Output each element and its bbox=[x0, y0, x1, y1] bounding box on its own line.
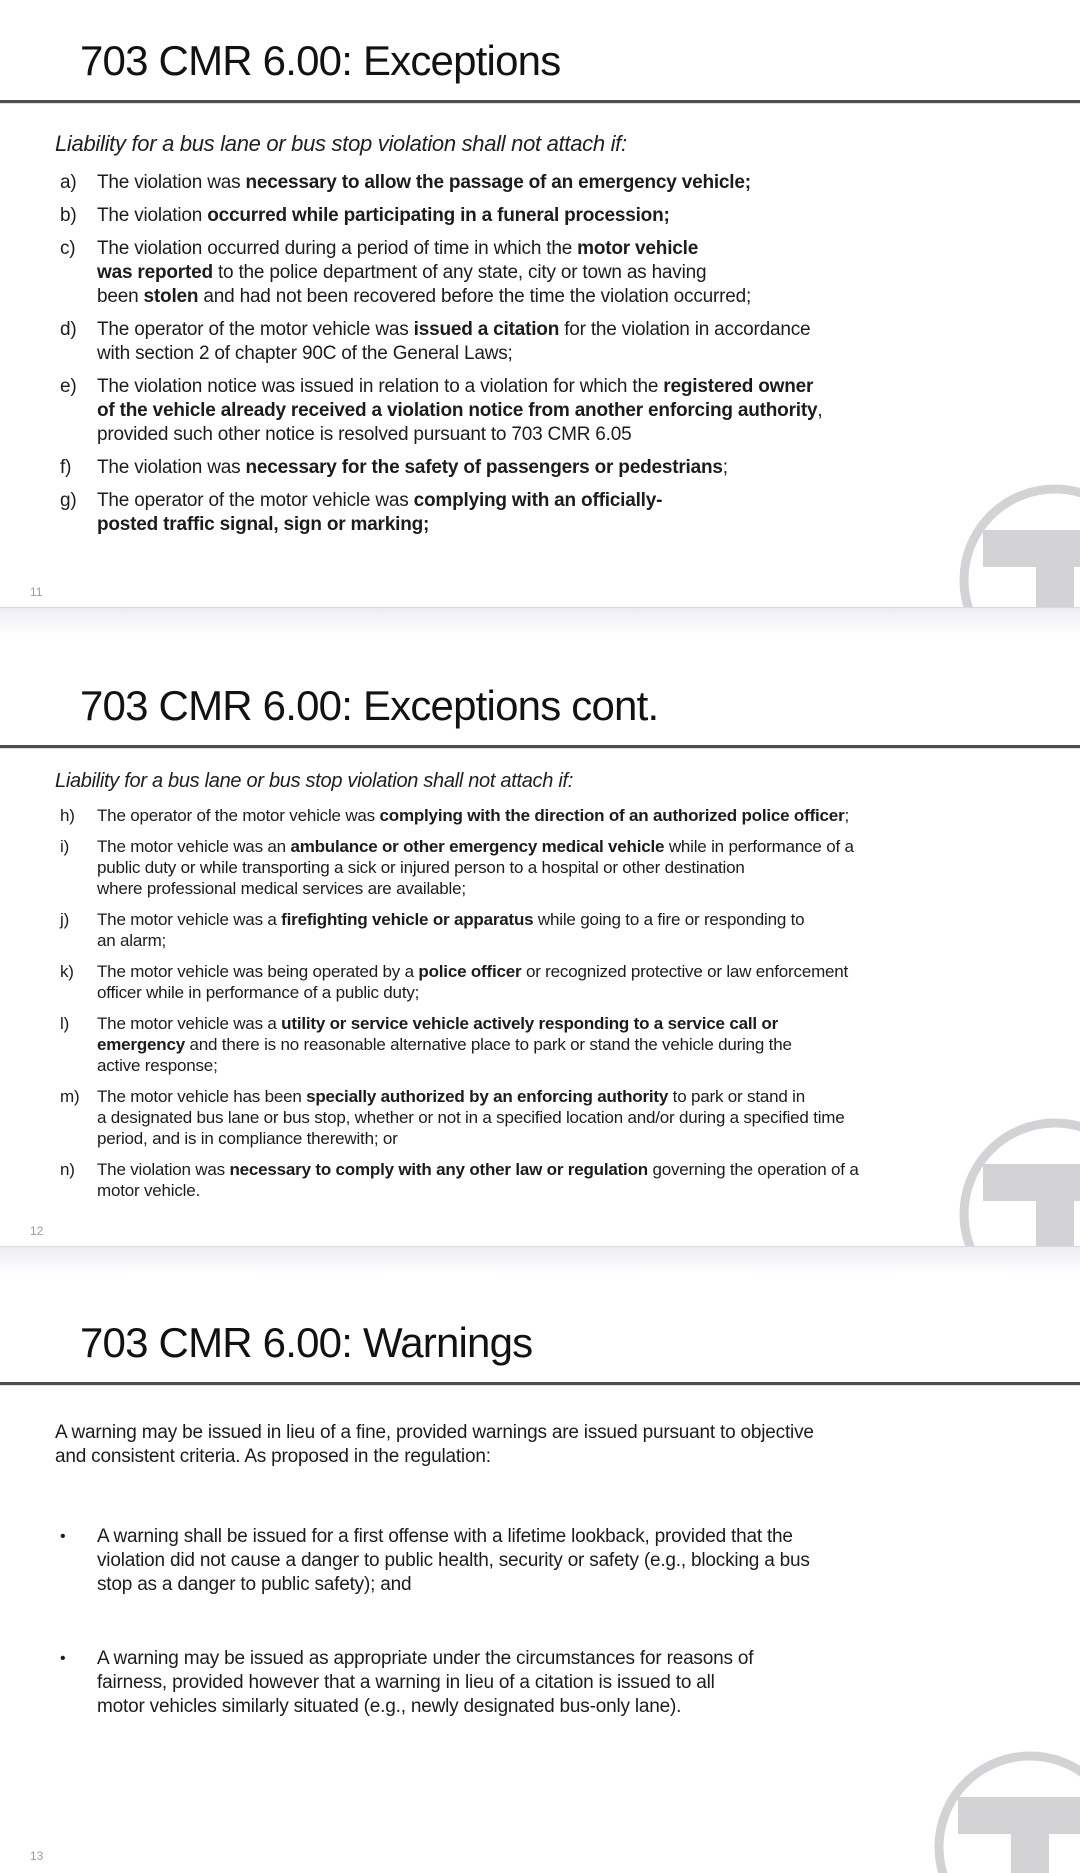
lead-sentence: Liability for a bus lane or bus stop violation shall not attach if: bbox=[55, 770, 573, 793]
bullet-marker: • bbox=[60, 1528, 66, 1546]
item-letter: c) bbox=[60, 238, 76, 260]
slide-exceptions bbox=[0, 0, 1080, 607]
title-underline-rule bbox=[0, 1382, 1080, 1385]
item-letter: j) bbox=[60, 910, 70, 930]
item-text: The operator of the motor vehicle was complying with the direction of an authorized police officer; bbox=[97, 806, 850, 826]
item-text: The motor vehicle was a utility or service vehicle actively responding to a service call or emergency and there is no reasonable alternative place to park or stand the vehicle during the active response; bbox=[97, 1014, 792, 1076]
list-item bbox=[60, 1013, 1080, 1076]
slide-warnings bbox=[0, 1272, 1080, 1873]
item-text: The violation notice was issued in relation to a violation for which the registered owner of the vehicle already received a violation notice from another enforcing authority, provided such other notice is resolved pursuant to 703 CMR 6.05 bbox=[97, 376, 823, 446]
bullet-text: A warning shall be issued for a first offense with a lifetime lookback, provided that the violation did not cause a danger to public health, security or safety (e.g., blocking a bus stop as a danger to public safety); and bbox=[97, 1526, 810, 1596]
list-item bbox=[60, 1159, 1080, 1201]
list-item bbox=[60, 375, 1080, 447]
bullet-text: A warning may be issued as appropriate under the circumstances for reasons of fairness, provided however that a warning in lieu of a citation is issued to all motor vehicles similarly situated (e.g., newly designated bus-only lane). bbox=[97, 1648, 754, 1718]
list-item bbox=[60, 456, 1080, 480]
item-letter: f) bbox=[60, 457, 72, 479]
lead-sentence: Liability for a bus lane or bus stop violation shall not attach if: bbox=[55, 131, 627, 157]
item-text: The operator of the motor vehicle was complying with an officially- posted traffic signal, sign or marking; bbox=[97, 490, 663, 536]
slide-exceptions-cont bbox=[0, 633, 1080, 1246]
item-text: The violation was necessary for the safety of passengers or pedestrians; bbox=[97, 457, 728, 479]
item-letter: h) bbox=[60, 806, 75, 826]
item-letter: g) bbox=[60, 490, 77, 512]
item-letter: a) bbox=[60, 172, 77, 194]
item-letter: m) bbox=[60, 1087, 80, 1107]
title-underline-rule bbox=[0, 745, 1080, 748]
intro-paragraph: A warning may be issued in lieu of a fine, provided warnings are issued pursuant to objective and consistent criteria. As proposed in the regulation: bbox=[55, 1422, 814, 1468]
list-item bbox=[60, 171, 1080, 195]
item-text: The violation was necessary to allow the passage of an emergency vehicle; bbox=[97, 172, 751, 194]
bullet-item bbox=[60, 1647, 1080, 1719]
list-item bbox=[60, 318, 1080, 366]
list-item bbox=[60, 961, 1080, 1003]
slide-gap-divider bbox=[0, 1246, 1080, 1272]
list-item bbox=[60, 1086, 1080, 1149]
item-text: The violation occurred during a period of time in which the motor vehicle was reported to the police department of any state, city or town as having been stolen and had not been recovered before the time the violation occurred; bbox=[97, 238, 752, 308]
list-item bbox=[60, 237, 1080, 309]
bullet-item bbox=[60, 1525, 1080, 1597]
slide-title: 703 CMR 6.00: Exceptions cont. bbox=[80, 682, 659, 729]
item-text: The violation was necessary to comply with any other law or regulation governing the operation of a motor vehicle. bbox=[97, 1160, 859, 1201]
list-item bbox=[60, 836, 1080, 899]
item-text: The motor vehicle was being operated by a police officer or recognized protective or law enforcement officer while in performance of a public duty; bbox=[97, 962, 849, 1003]
item-text: The motor vehicle has been specially authorized by an enforcing authority to park or stand in a designated bus lane or bus stop, whether or not in a specified location and/or during a specified time period, and is in compliance therewith; or bbox=[97, 1087, 845, 1149]
item-letter: e) bbox=[60, 376, 77, 398]
page-number: 12 bbox=[30, 1224, 44, 1238]
item-letter: n) bbox=[60, 1160, 75, 1180]
list-item bbox=[60, 909, 1080, 951]
bullet-list bbox=[0, 1525, 1080, 1719]
page-number: 11 bbox=[30, 585, 43, 599]
slide-title: 703 CMR 6.00: Exceptions bbox=[80, 37, 561, 84]
item-letter: k) bbox=[60, 962, 74, 982]
item-text: The violation occurred while participating in a funeral procession; bbox=[97, 205, 670, 227]
list-item bbox=[60, 204, 1080, 228]
item-letter: i) bbox=[60, 837, 70, 857]
item-letter: d) bbox=[60, 319, 77, 341]
lettered-list bbox=[0, 805, 1080, 1201]
title-underline-rule bbox=[0, 100, 1080, 103]
item-letter: b) bbox=[60, 205, 77, 227]
item-text: The operator of the motor vehicle was issued a citation for the violation in accordance with section 2 of chapter 90C of the General Laws; bbox=[97, 319, 811, 365]
item-letter: l) bbox=[60, 1014, 70, 1034]
bullet-marker: • bbox=[60, 1650, 66, 1668]
list-item bbox=[60, 489, 1080, 537]
item-text: The motor vehicle was an ambulance or other emergency medical vehicle while in performance of a public duty or while transporting a sick or injured person to a hospital or other destination where professional medical services are available; bbox=[97, 837, 854, 899]
mbta-t-logo-icon bbox=[930, 1747, 1080, 1873]
list-item bbox=[60, 805, 1080, 826]
lettered-list bbox=[0, 171, 1080, 537]
slide-title: 703 CMR 6.00: Warnings bbox=[80, 1319, 533, 1366]
page-number: 13 bbox=[30, 1849, 44, 1863]
slide-gap-divider bbox=[0, 607, 1080, 633]
item-text: The motor vehicle was a firefighting vehicle or apparatus while going to a fire or responding to an alarm; bbox=[97, 910, 805, 951]
